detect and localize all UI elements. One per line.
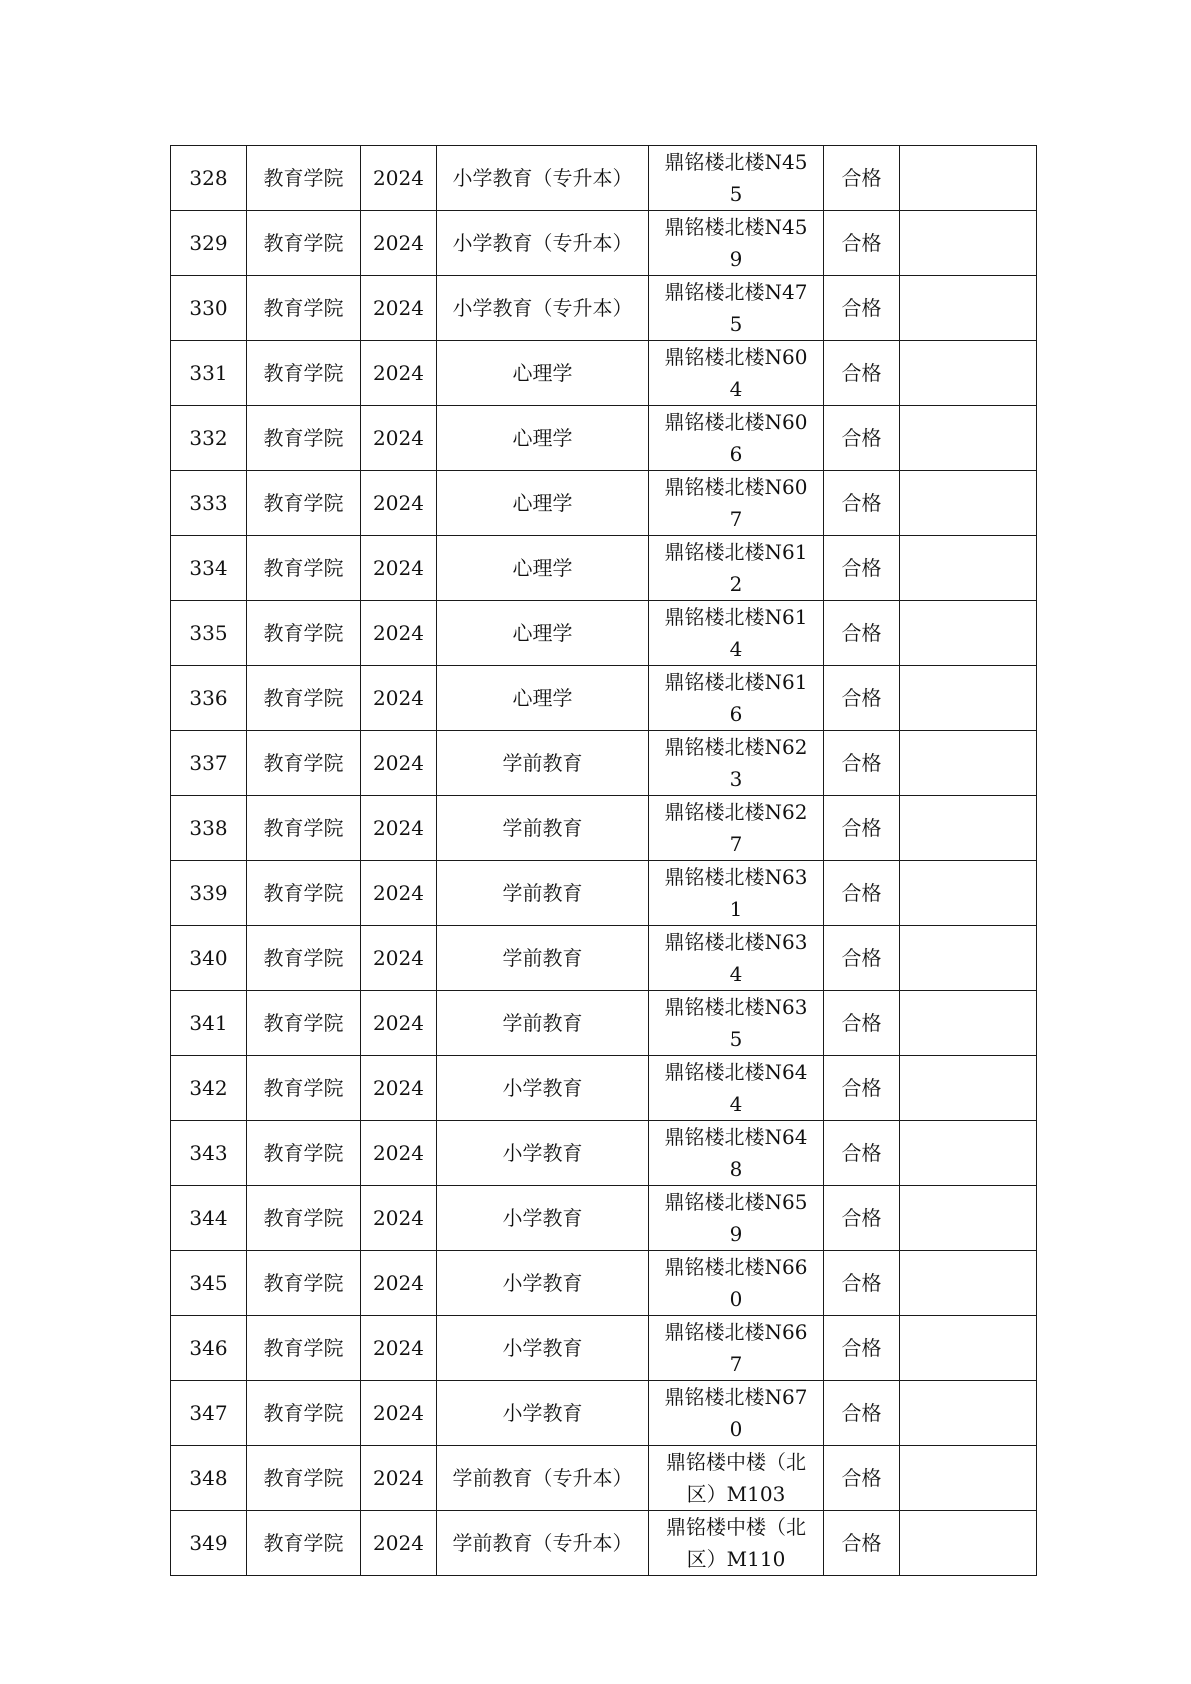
table-row: [171, 1121, 1037, 1186]
room-cell: [649, 1121, 824, 1186]
result-cell: 合格: [824, 536, 900, 601]
note-cell: [900, 341, 1037, 406]
room-text: 鼎铭楼北楼N644: [664, 1060, 808, 1116]
college-cell: 教育学院: [247, 796, 361, 861]
note-cell: [900, 731, 1037, 796]
note-cell: [900, 1056, 1037, 1121]
result-cell: 合格: [824, 471, 900, 536]
note-cell: [900, 861, 1037, 926]
college-cell: 教育学院: [247, 406, 361, 471]
table-row: [171, 991, 1037, 1056]
room-cell: [649, 1316, 824, 1381]
row-number-cell: 344: [171, 1186, 247, 1251]
result-cell: 合格: [824, 991, 900, 1056]
result-cell: 合格: [824, 276, 900, 341]
note-cell: [900, 1121, 1037, 1186]
room-cell: [649, 1056, 824, 1121]
year-cell: 2024: [361, 211, 437, 276]
year-cell: 2024: [361, 1446, 437, 1511]
room-cell: [649, 601, 824, 666]
major-cell: 学前教育: [437, 991, 649, 1056]
major-cell: 心理学: [437, 341, 649, 406]
note-cell: [900, 406, 1037, 471]
table-row: [171, 471, 1037, 536]
room-cell: [649, 731, 824, 796]
major-cell: 学前教育: [437, 731, 649, 796]
college-cell: 教育学院: [247, 211, 361, 276]
table-row: [171, 1316, 1037, 1381]
room-text: 鼎铭楼中楼（北区）M110: [666, 1515, 806, 1571]
row-number-cell: 336: [171, 666, 247, 731]
year-cell: 2024: [361, 341, 437, 406]
college-cell: 教育学院: [247, 926, 361, 991]
major-cell: 心理学: [437, 536, 649, 601]
table-row: [171, 276, 1037, 341]
room-text: 鼎铭楼北楼N604: [664, 345, 808, 401]
room-cell: [649, 341, 824, 406]
result-cell: 合格: [824, 1186, 900, 1251]
room-cell: [649, 991, 824, 1056]
room-text: 鼎铭楼北楼N607: [664, 475, 808, 531]
result-cell: 合格: [824, 406, 900, 471]
year-cell: 2024: [361, 666, 437, 731]
college-cell: 教育学院: [247, 341, 361, 406]
major-cell: 小学教育: [437, 1186, 649, 1251]
year-cell: 2024: [361, 406, 437, 471]
note-cell: [900, 1446, 1037, 1511]
major-cell: 心理学: [437, 471, 649, 536]
note-cell: [900, 146, 1037, 211]
table-row: [171, 146, 1037, 211]
room-text: 鼎铭楼北楼N648: [664, 1125, 808, 1181]
room-text: 鼎铭楼北楼N659: [664, 1190, 808, 1246]
table-row: [171, 926, 1037, 991]
major-cell: 心理学: [437, 601, 649, 666]
row-number-cell: 343: [171, 1121, 247, 1186]
row-number-cell: 340: [171, 926, 247, 991]
room-cell: [649, 471, 824, 536]
result-cell: 合格: [824, 601, 900, 666]
room-cell: [649, 146, 824, 211]
major-cell: 小学教育: [437, 1316, 649, 1381]
college-cell: 教育学院: [247, 1511, 361, 1576]
room-cell: [649, 861, 824, 926]
table-row: [171, 861, 1037, 926]
major-cell: 小学教育: [437, 1056, 649, 1121]
row-number-cell: 337: [171, 731, 247, 796]
room-text: 鼎铭楼北楼N606: [664, 410, 808, 466]
row-number-cell: 342: [171, 1056, 247, 1121]
year-cell: 2024: [361, 471, 437, 536]
major-cell: 学前教育: [437, 796, 649, 861]
room-text: 鼎铭楼中楼（北区）M103: [666, 1450, 806, 1506]
dormitory-inspection-table: [170, 145, 1037, 1576]
year-cell: 2024: [361, 1056, 437, 1121]
table-row: [171, 796, 1037, 861]
room-cell: [649, 211, 824, 276]
table-row: [171, 731, 1037, 796]
year-cell: 2024: [361, 1121, 437, 1186]
row-number-cell: 346: [171, 1316, 247, 1381]
room-text: 鼎铭楼北楼N612: [664, 540, 808, 596]
result-cell: 合格: [824, 146, 900, 211]
note-cell: [900, 1511, 1037, 1576]
college-cell: 教育学院: [247, 1381, 361, 1446]
note-cell: [900, 536, 1037, 601]
room-cell: [649, 796, 824, 861]
result-cell: 合格: [824, 1511, 900, 1576]
college-cell: 教育学院: [247, 731, 361, 796]
year-cell: 2024: [361, 731, 437, 796]
table-body: [171, 146, 1037, 1576]
room-text: 鼎铭楼北楼N614: [664, 605, 808, 661]
major-cell: 小学教育（专升本）: [437, 146, 649, 211]
result-cell: 合格: [824, 1056, 900, 1121]
year-cell: 2024: [361, 1511, 437, 1576]
major-cell: 小学教育: [437, 1121, 649, 1186]
college-cell: 教育学院: [247, 146, 361, 211]
year-cell: 2024: [361, 991, 437, 1056]
table-row: [171, 1186, 1037, 1251]
table-row: [171, 666, 1037, 731]
year-cell: 2024: [361, 926, 437, 991]
row-number-cell: 332: [171, 406, 247, 471]
room-text: 鼎铭楼北楼N631: [664, 865, 808, 921]
row-number-cell: 339: [171, 861, 247, 926]
college-cell: 教育学院: [247, 276, 361, 341]
table-row: [171, 1511, 1037, 1576]
college-cell: 教育学院: [247, 1316, 361, 1381]
room-cell: [649, 926, 824, 991]
note-cell: [900, 1316, 1037, 1381]
note-cell: [900, 926, 1037, 991]
row-number-cell: 333: [171, 471, 247, 536]
college-cell: 教育学院: [247, 536, 361, 601]
year-cell: 2024: [361, 796, 437, 861]
note-cell: [900, 991, 1037, 1056]
college-cell: 教育学院: [247, 861, 361, 926]
room-cell: [649, 1446, 824, 1511]
room-cell: [649, 1381, 824, 1446]
row-number-cell: 349: [171, 1511, 247, 1576]
row-number-cell: 330: [171, 276, 247, 341]
note-cell: [900, 1251, 1037, 1316]
room-text: 鼎铭楼北楼N635: [664, 995, 808, 1051]
room-cell: [649, 1511, 824, 1576]
room-text: 鼎铭楼北楼N667: [664, 1320, 808, 1376]
result-cell: 合格: [824, 731, 900, 796]
result-cell: 合格: [824, 1121, 900, 1186]
college-cell: 教育学院: [247, 991, 361, 1056]
result-cell: 合格: [824, 926, 900, 991]
college-cell: 教育学院: [247, 601, 361, 666]
result-cell: 合格: [824, 861, 900, 926]
result-cell: 合格: [824, 211, 900, 276]
result-cell: 合格: [824, 796, 900, 861]
year-cell: 2024: [361, 861, 437, 926]
major-cell: 心理学: [437, 406, 649, 471]
row-number-cell: 341: [171, 991, 247, 1056]
college-cell: 教育学院: [247, 1056, 361, 1121]
result-cell: 合格: [824, 1316, 900, 1381]
major-cell: 学前教育（专升本）: [437, 1511, 649, 1576]
row-number-cell: 335: [171, 601, 247, 666]
room-text: 鼎铭楼北楼N623: [664, 735, 808, 791]
major-cell: 小学教育: [437, 1251, 649, 1316]
note-cell: [900, 471, 1037, 536]
row-number-cell: 331: [171, 341, 247, 406]
row-number-cell: 329: [171, 211, 247, 276]
major-cell: 学前教育: [437, 861, 649, 926]
room-text: 鼎铭楼北楼N616: [664, 670, 808, 726]
year-cell: 2024: [361, 146, 437, 211]
room-cell: [649, 666, 824, 731]
note-cell: [900, 1381, 1037, 1446]
table-row: [171, 406, 1037, 471]
result-cell: 合格: [824, 666, 900, 731]
college-cell: 教育学院: [247, 1121, 361, 1186]
table-row: [171, 536, 1037, 601]
major-cell: 小学教育: [437, 1381, 649, 1446]
note-cell: [900, 211, 1037, 276]
note-cell: [900, 666, 1037, 731]
note-cell: [900, 796, 1037, 861]
year-cell: 2024: [361, 1186, 437, 1251]
table-row: [171, 1056, 1037, 1121]
college-cell: 教育学院: [247, 666, 361, 731]
row-number-cell: 334: [171, 536, 247, 601]
room-text: 鼎铭楼北楼N475: [664, 280, 808, 336]
row-number-cell: 345: [171, 1251, 247, 1316]
result-cell: 合格: [824, 1381, 900, 1446]
year-cell: 2024: [361, 276, 437, 341]
table-row: [171, 1446, 1037, 1511]
note-cell: [900, 276, 1037, 341]
table-row: [171, 601, 1037, 666]
table-row: [171, 341, 1037, 406]
result-cell: 合格: [824, 341, 900, 406]
room-text: 鼎铭楼北楼N627: [664, 800, 808, 856]
room-cell: [649, 1186, 824, 1251]
room-cell: [649, 406, 824, 471]
row-number-cell: 338: [171, 796, 247, 861]
year-cell: 2024: [361, 536, 437, 601]
room-text: 鼎铭楼北楼N660: [664, 1255, 808, 1311]
major-cell: 学前教育（专升本）: [437, 1446, 649, 1511]
room-cell: [649, 536, 824, 601]
college-cell: 教育学院: [247, 1186, 361, 1251]
major-cell: 小学教育（专升本）: [437, 211, 649, 276]
row-number-cell: 348: [171, 1446, 247, 1511]
room-text: 鼎铭楼北楼N455: [664, 150, 808, 206]
college-cell: 教育学院: [247, 1251, 361, 1316]
college-cell: 教育学院: [247, 471, 361, 536]
major-cell: 小学教育（专升本）: [437, 276, 649, 341]
note-cell: [900, 1186, 1037, 1251]
room-text: 鼎铭楼北楼N670: [664, 1385, 808, 1441]
year-cell: 2024: [361, 1316, 437, 1381]
note-cell: [900, 601, 1037, 666]
major-cell: 学前教育: [437, 926, 649, 991]
row-number-cell: 328: [171, 146, 247, 211]
major-cell: 心理学: [437, 666, 649, 731]
year-cell: 2024: [361, 1251, 437, 1316]
table-row: [171, 1381, 1037, 1446]
room-cell: [649, 276, 824, 341]
room-text: 鼎铭楼北楼N459: [664, 215, 808, 271]
year-cell: 2024: [361, 1381, 437, 1446]
result-cell: 合格: [824, 1251, 900, 1316]
year-cell: 2024: [361, 601, 437, 666]
room-text: 鼎铭楼北楼N634: [664, 930, 808, 986]
table-row: [171, 211, 1037, 276]
room-cell: [649, 1251, 824, 1316]
row-number-cell: 347: [171, 1381, 247, 1446]
college-cell: 教育学院: [247, 1446, 361, 1511]
result-cell: 合格: [824, 1446, 900, 1511]
table-row: [171, 1251, 1037, 1316]
